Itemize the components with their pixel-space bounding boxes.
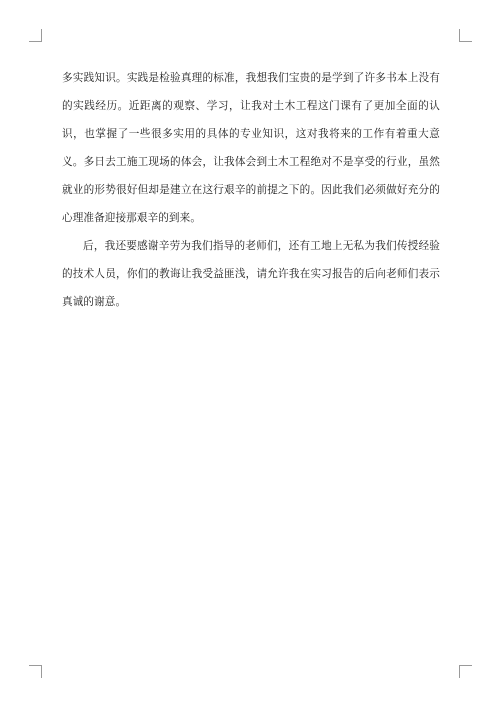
body-text [62, 64, 440, 316]
paragraph: 多实践知识。实践是检验真理的标准，我想我们宝贵的是学到了许多书本上没有的实践经历。近距离的观察、学习，让我对土木工程这门课有了更加全面的认识，也掌握了一些很多实用的具体的专业知识，这对我将来的工作有着重大意义。多日去工施工现场的体会，让我体会到土木工程绝对不是享受的行业，虽然就业的形势很好但却是建立在这行艰辛的前提之下的。因此我们必须做好充分的心理准备迎接那艰辛的到来。 [62, 72, 440, 224]
crop-mark-top-right [459, 29, 472, 42]
paragraph: 后，我还要感谢辛劳为我们指导的老师们，还有工地上无私为我们传授经验的技术人员，你们的教诲让我受益匪浅，请允许我在实习报告的后向老师们表示真诚的谢意。 [62, 240, 440, 308]
crop-mark-bottom-left [29, 665, 42, 678]
crop-mark-bottom-right [459, 665, 472, 678]
crop-mark-top-left [29, 29, 42, 42]
